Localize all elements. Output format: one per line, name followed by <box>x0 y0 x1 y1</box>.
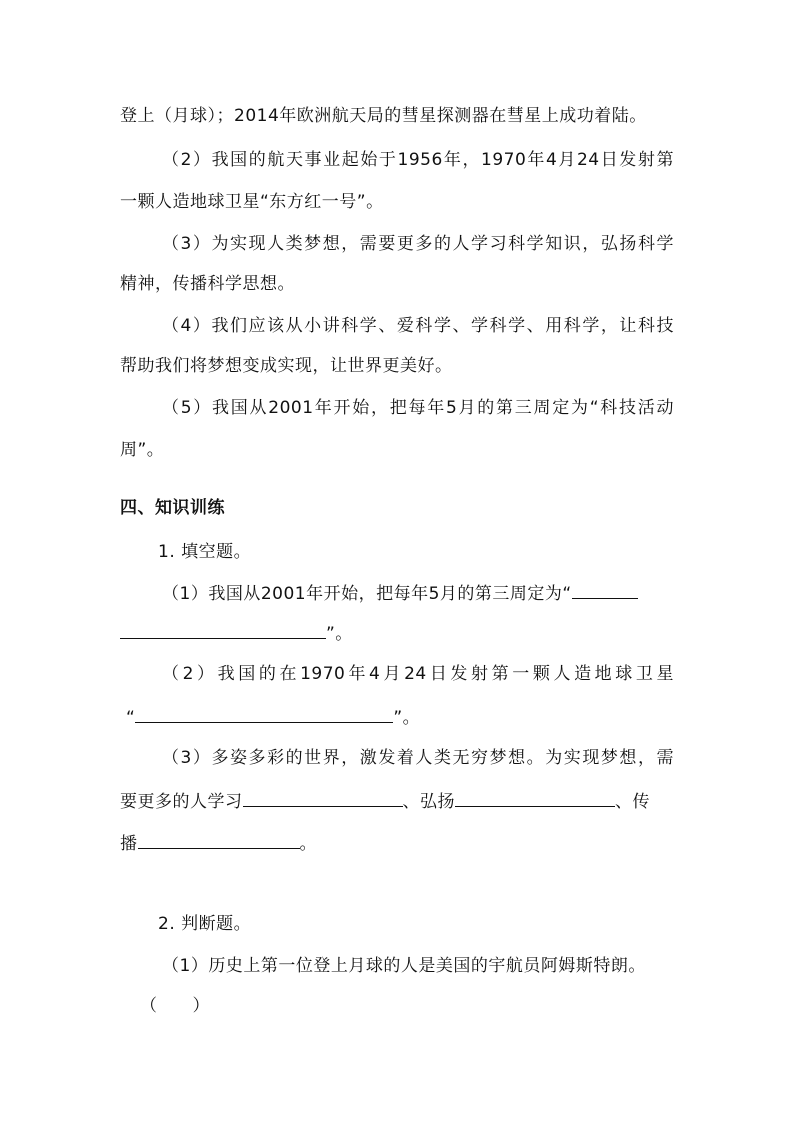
fill-q2-open-quote: “ <box>126 708 136 728</box>
fill-q2-end: ”。 <box>393 708 421 728</box>
point-3-line2: 精神，传播科学思想。 <box>120 274 295 294</box>
point-3-line1: （3）为实现人类梦想，需要更多的人学习科学知识，弘扬科学 <box>162 234 674 254</box>
fill-q3-line1: （3）多姿多彩的世界，激发着人类无穷梦想。为实现梦想，需 <box>162 748 674 768</box>
fill-q1-line1 <box>162 580 638 606</box>
fill-blank-title: 1. 填空题。 <box>158 542 252 562</box>
judge-q1-answer-paren[interactable]: （ ） <box>140 996 210 1016</box>
point-5-line1: （5）我国从2001年开始，把每年5月的第三周定为“科技活动 <box>162 398 674 418</box>
fill-q1-blank-b[interactable] <box>120 620 326 639</box>
fill-q1-text: （1）我国从2001年开始，把每年5月的第三周定为“ <box>162 584 572 604</box>
fill-q3-line2 <box>120 788 650 814</box>
fill-q2-blank[interactable] <box>135 704 393 723</box>
point-4-line2: 帮助我们将梦想变成实现，让世界更美好。 <box>120 356 453 376</box>
fill-q3-blank-c[interactable] <box>138 830 300 849</box>
fill-q2-line2 <box>126 704 420 730</box>
fill-q1-blank-a[interactable] <box>572 580 638 599</box>
fill-q3-text-a: 要更多的人学习 <box>120 792 243 812</box>
fill-q3-text-d: 播 <box>120 834 138 854</box>
point-2-line1: （2）我国的航天事业起始于1956年，1970年4月24日发射第 <box>162 150 674 170</box>
fill-q1-line2 <box>120 620 353 646</box>
fill-q2-line1: （2）我国的在1970年4月24日发射第一颗人造地球卫星 <box>162 664 674 684</box>
fill-q3-text-b: 、弘扬 <box>402 792 455 812</box>
fill-q3-blank-b[interactable] <box>455 788 615 807</box>
intro-tail-text: 登上（月球）；2014年欧洲航天局的彗星探测器在彗星上成功着陆。 <box>120 106 647 126</box>
point-2-line2: 一颗人造地球卫星“东方红一号”。 <box>120 192 384 212</box>
fill-q3-line3 <box>120 830 317 856</box>
fill-q1-end: ”。 <box>326 624 353 644</box>
fill-q3-end: 。 <box>299 834 317 854</box>
judge-title: 2. 判断题。 <box>158 914 252 934</box>
judge-q1: （1）历史上第一位登上月球的人是美国的宇航员阿姆斯特朗。 <box>162 956 646 976</box>
point-4-line1: （4）我们应该从小讲科学、爱科学、学科学、用科学，让科技 <box>162 316 674 336</box>
point-5-line2: 周”。 <box>120 440 165 460</box>
section-title: 四、知识训练 <box>120 498 225 518</box>
fill-q3-blank-a[interactable] <box>243 788 403 807</box>
fill-q3-text-c: 、传 <box>615 792 650 812</box>
